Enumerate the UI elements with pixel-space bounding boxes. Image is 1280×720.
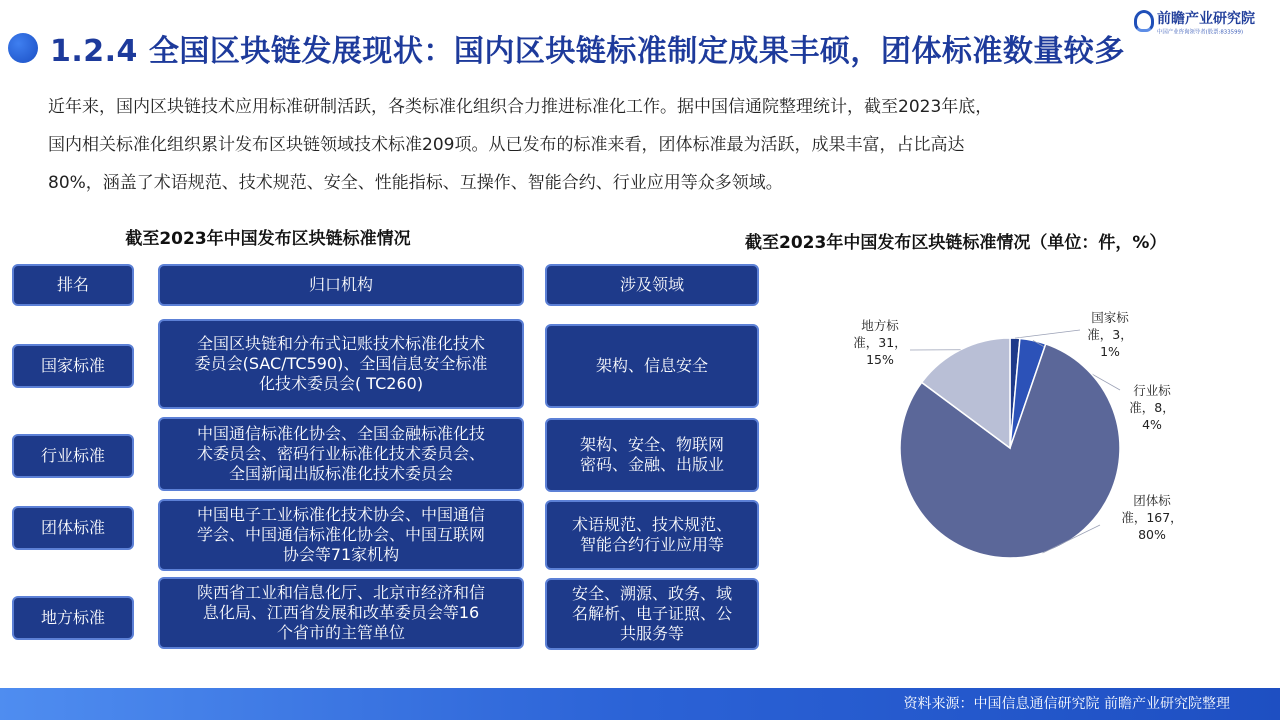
- chart-title: 截至2023年中国发布区块链标准情况（单位：件，%）: [745, 233, 1167, 253]
- org-line: 委员会(SAC/TC590)、全国信息安全标准: [194, 354, 488, 373]
- rank-national: 国家标准: [12, 344, 134, 388]
- org-line: 全国新闻出版标准化技术委员会: [228, 464, 453, 483]
- intro-line: 80%，涵盖了术语规范、技术规范、安全、性能指标、互操作、智能合约、行业应用等众多领域。: [48, 173, 783, 193]
- field-group: [545, 500, 759, 570]
- footer-bar: [0, 688, 1280, 720]
- logo-name: 前瞻产业研究院: [1157, 11, 1255, 27]
- org-line: 中国电子工业标准化技术协会、中国通信: [196, 505, 485, 524]
- rank-industry: 行业标准: [12, 434, 134, 478]
- org-line: 全国区块链和分布式记账技术标准化技术: [196, 334, 485, 353]
- field-line: 共服务等: [619, 624, 684, 643]
- logo-mark-icon: [1134, 10, 1154, 32]
- page-title: 1.2.4 全国区块链发展现状：国内区块链标准制定成果丰硕，团体标准数量较多: [50, 34, 1125, 69]
- pie-chart: [780, 290, 1230, 580]
- title-bar: [0, 18, 1280, 78]
- org-line: 术委员会、密码行业标准化技术委员会、: [196, 444, 485, 463]
- field-line: 架构、信息安全: [595, 356, 708, 375]
- header-org: 归口机构: [158, 264, 524, 306]
- field-line: 密码、金融、出版业: [579, 455, 724, 474]
- org-line: 个省市的主管单位: [276, 623, 405, 642]
- org-industry: [158, 417, 524, 491]
- header-rank: 排名: [12, 264, 134, 306]
- data-label: 行业标准，8， 4%: [1129, 383, 1175, 432]
- table-title: 截至2023年中国发布区块链标准情况: [125, 229, 411, 249]
- org-national: [158, 319, 524, 409]
- field-local: [545, 578, 759, 650]
- field-line: 安全、溯源、政务、域: [571, 584, 732, 603]
- rank-local: 地方标准: [12, 596, 134, 640]
- field-industry: [545, 418, 759, 492]
- intro-paragraph: [48, 88, 1248, 202]
- org-local: [158, 577, 524, 649]
- field-line: 名解析、电子证照、公: [571, 604, 732, 623]
- source-note: 资料来源：中国信息通信研究院 前瞻产业研究院整理: [903, 696, 1230, 712]
- org-line: 学会、中国通信标准化协会、中国互联网: [196, 525, 485, 544]
- org-line: 化技术委员会( TC260): [258, 374, 424, 393]
- intro-line: 国内相关标准化组织累计发布区块链领域技术标准209项。从已发布的标准来看，团体标准最为活跃，成果丰富，占比高达: [48, 135, 965, 155]
- intro-line: 近年来，国内区块链技术应用标准研制活跃，各类标准化组织合力推进标准化工作。据中国信通院整理统计，截至2023年底，: [48, 97, 993, 117]
- leader-line: [1015, 330, 1080, 338]
- field-line: 术语规范、技术规范、: [571, 515, 732, 534]
- data-label: 团体标准，167， 80%: [1121, 493, 1183, 542]
- org-line: 陕西省工业和信息化厅、北京市经济和信: [196, 583, 485, 602]
- field-line: 智能合约行业应用等: [579, 535, 724, 554]
- logo: [1134, 8, 1274, 40]
- field-line: 架构、安全、物联网: [579, 435, 724, 454]
- logo-tagline: 中国产业咨询领导者(股票:833599): [1157, 28, 1244, 36]
- bullet-dot-icon: [8, 33, 38, 63]
- data-label: 国家标准，3， 1%: [1087, 310, 1133, 359]
- data-label: 地方标准，31， 15%: [853, 318, 907, 367]
- field-national: [545, 324, 759, 408]
- org-line: 息化局、江西省发展和改革委员会等16: [202, 603, 480, 622]
- header-field: 涉及领域: [545, 264, 759, 306]
- org-group: [158, 499, 524, 571]
- rank-group: 团体标准: [12, 506, 134, 550]
- org-line: 协会等71家机构: [282, 545, 400, 564]
- org-line: 中国通信标准化协会、全国金融标准化技: [196, 424, 485, 443]
